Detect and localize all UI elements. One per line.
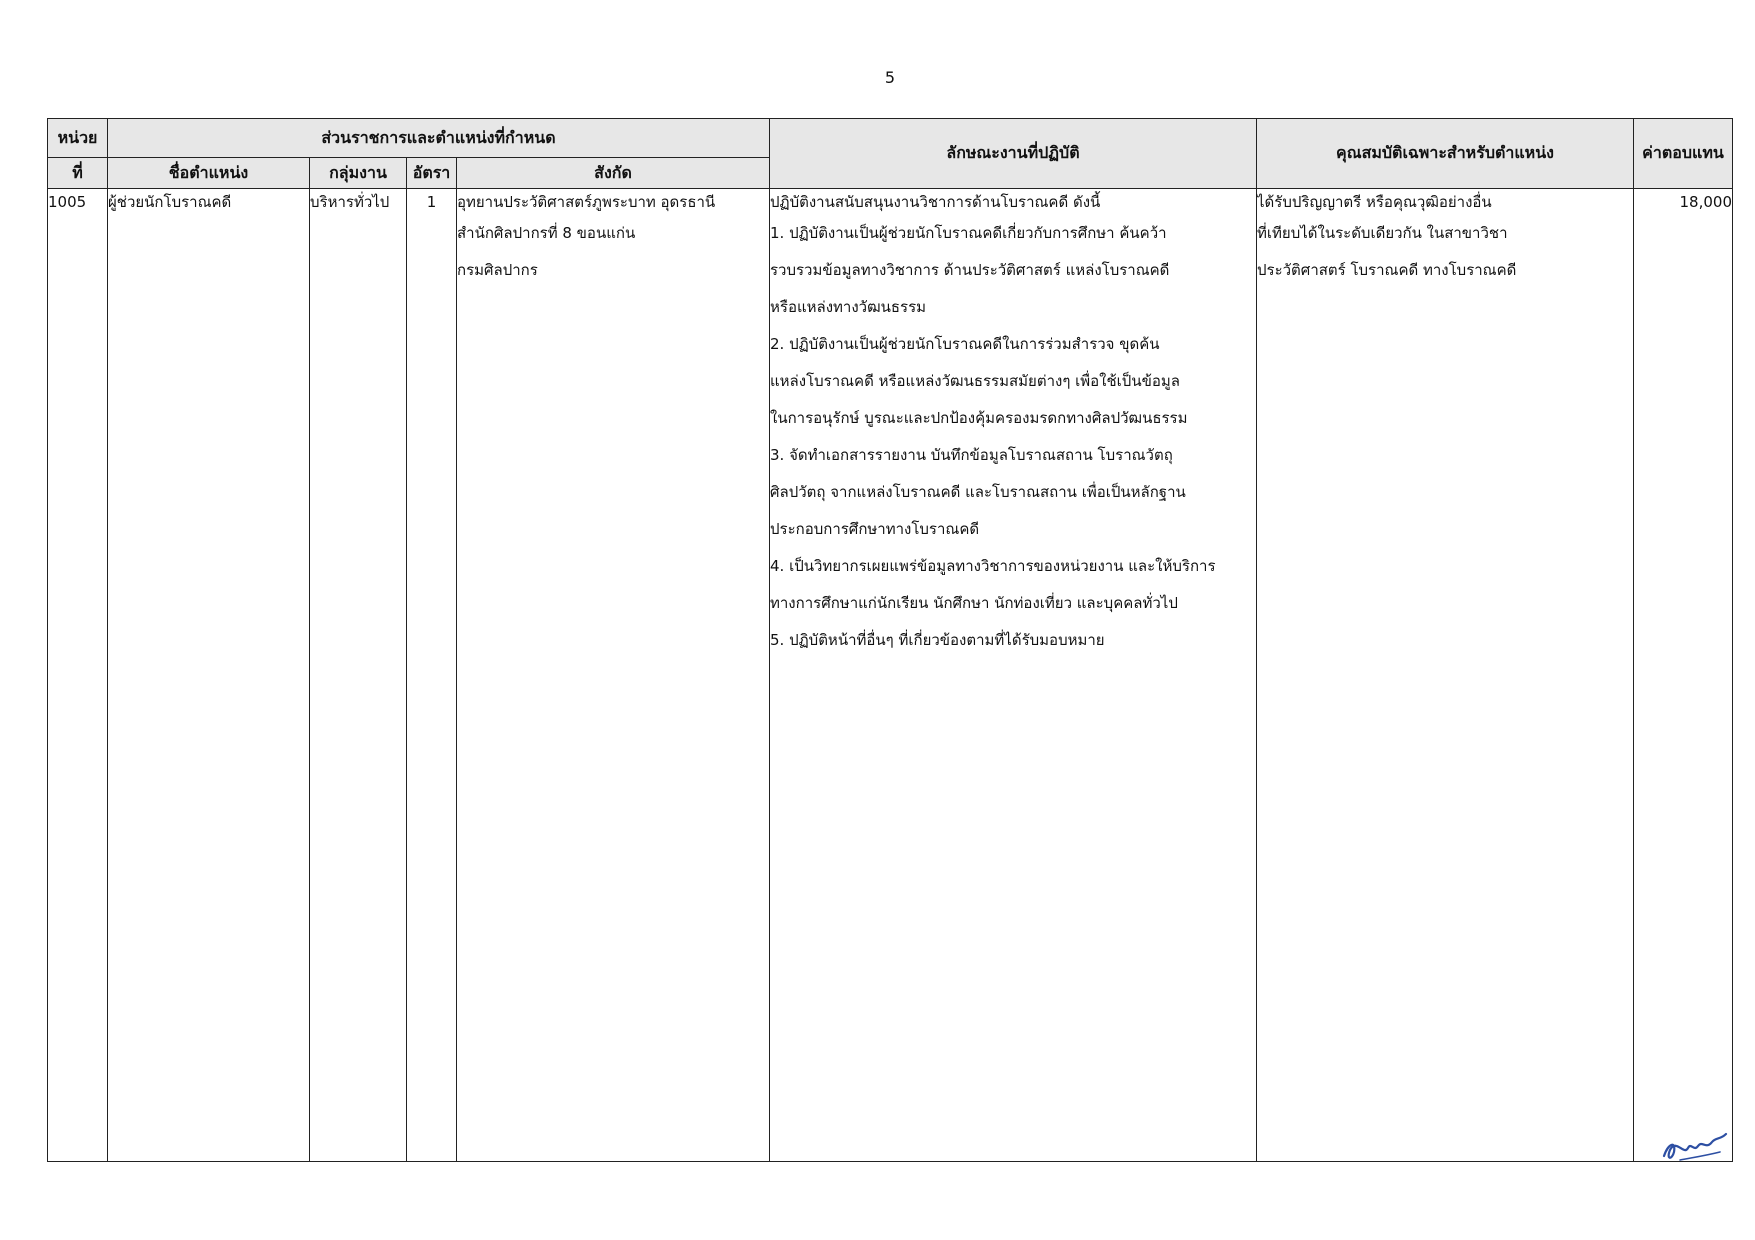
- header-work-group: กลุ่มงาน: [310, 158, 407, 189]
- position-name: ผู้ช่วยนักโบราณคดี: [108, 193, 232, 211]
- affiliation-cell: [457, 189, 770, 1162]
- affiliation-line: สำนักศิลปากรที่ 8 ขอนแก่น: [457, 224, 636, 242]
- header-position-name: ชื่อตำแหน่ง: [108, 158, 310, 189]
- header-row-top: [48, 119, 1733, 158]
- qualification-line: ประวัติศาสตร์ โบราณคดี ทางโบราณคดี: [1257, 261, 1517, 279]
- header-qualifications: คุณสมบัติเฉพาะสำหรับตำแหน่ง: [1257, 119, 1634, 189]
- header-job-description: ลักษณะงานที่ปฏิบัติ: [770, 119, 1257, 189]
- compensation-cell: [1634, 189, 1733, 1162]
- header-affiliation: สังกัด: [457, 158, 770, 189]
- qualification-line: ที่เทียบได้ในระดับเดียวกัน ในสาขาวิชา: [1257, 224, 1508, 242]
- header-rate: อัตรา: [407, 158, 457, 189]
- header-unit-bottom: ที่: [48, 158, 108, 189]
- affiliation-line: กรมศิลปากร: [457, 261, 538, 279]
- table-row: [48, 189, 1733, 1162]
- job-description-line: 4. เป็นวิทยากรเผยแพร่ข้อมูลทางวิชาการของหน่วยงาน และให้บริการ: [770, 557, 1216, 575]
- unit-no-cell: [48, 189, 108, 1162]
- work-group: บริหารทั่วไป: [310, 193, 390, 211]
- unit-no: 1005: [48, 193, 87, 211]
- job-description-line: ประกอบการศึกษาทางโบราณคดี: [770, 520, 980, 538]
- position-name-cell: [108, 189, 310, 1162]
- page-number: 5: [884, 68, 896, 87]
- signature-mark: [1660, 1126, 1730, 1166]
- qualifications-cell: [1257, 189, 1634, 1162]
- header-section-group: ส่วนราชการและตำแหน่งที่กำหนด: [108, 119, 770, 158]
- job-description-line: ปฏิบัติงานสนับสนุนงานวิชาการด้านโบราณคดี ดังนี้: [770, 193, 1101, 211]
- job-description-line: หรือแหล่งทางวัฒนธรรม: [770, 298, 927, 316]
- job-description-cell: [770, 189, 1257, 1162]
- job-description-line: ในการอนุรักษ์ บูรณะและปกป้องคุ้มครองมรดกทางศิลปวัฒนธรรม: [770, 409, 1188, 427]
- qualification-line: ได้รับปริญญาตรี หรือคุณวุฒิอย่างอื่น: [1257, 193, 1492, 211]
- job-description-line: แหล่งโบราณคดี หรือแหล่งวัฒนธรรมสมัยต่างๆ เพื่อใช้เป็นข้อมูล: [770, 372, 1180, 390]
- job-description-line: ทางการศึกษาแก่นักเรียน นักศึกษา นักท่องเที่ยว และบุคคลทั่วไป: [770, 594, 1178, 612]
- job-description-line: รวบรวมข้อมูลทางวิชาการ ด้านประวัติศาสตร์ แหล่งโบราณคดี: [770, 261, 1170, 279]
- position-table: [47, 118, 1733, 1162]
- affiliation-line: อุทยานประวัติศาสตร์ภูพระบาท อุดรธานี: [457, 193, 716, 211]
- job-description-line: ศิลปวัตถุ จากแหล่งโบราณคดี และโบราณสถาน เพื่อเป็นหลักฐาน: [770, 483, 1186, 501]
- header-compensation: ค่าตอบแทน: [1634, 119, 1733, 189]
- header-unit-top: หน่วย: [48, 119, 108, 158]
- job-description-line: 5. ปฏิบัติหน้าที่อื่นๆ ที่เกี่ยวข้องตามที่ได้รับมอบหมาย: [770, 631, 1105, 649]
- compensation: 18,000: [1679, 193, 1732, 211]
- work-group-cell: [310, 189, 407, 1162]
- job-description-line: 2. ปฏิบัติงานเป็นผู้ช่วยนักโบราณคดีในการร่วมสำรวจ ขุดค้น: [770, 335, 1160, 353]
- job-description-line: 1. ปฏิบัติงานเป็นผู้ช่วยนักโบราณคดีเกี่ยวกับการศึกษา ค้นคว้า: [770, 224, 1167, 242]
- rate-cell: [407, 189, 457, 1162]
- rate: 1: [426, 193, 437, 211]
- job-description-line: 3. จัดทำเอกสารรายงาน บันทึกข้อมูลโบราณสถาน โบราณวัตถุ: [770, 446, 1173, 464]
